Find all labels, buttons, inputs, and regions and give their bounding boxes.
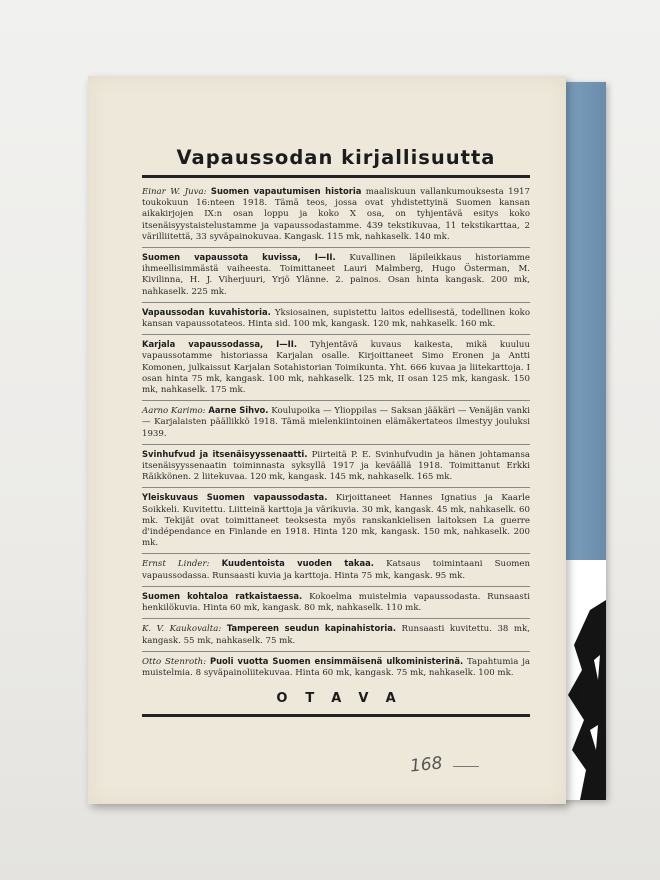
divider [142,400,530,401]
divider [142,247,530,248]
publisher-name: OTAVA [276,691,414,707]
list-item: Ernst Linder: Kuudentoista vuoden takaa. Katsaus toimintaani Suomen vapaussodassa. Runsaasti kuvia ja karttoja. Hinta 75 mk, kangask. 95 mk. [142,558,531,581]
divider [142,444,530,445]
page-title: Vapaussodan kirjallisuutta [176,146,496,169]
list-item: Einar W. Juva: Suomen vapautumisen historia maaliskuun vallankumouksesta 1917 toukokuun 16:nteen 1918. Tämä teos, jossa ovat yhdistettyinä Suomen kansan aikakirjojen IX:n osan loppu ja koko X osa, on tyhjentävä esitys koko itsenäisyystaistelustamme ja vapaussodastamme. 439 tekstikuvaa, 11 tekstikarttaa, 2 värilliitettä, 33 syväpainokuvaa. Kangask. 115 mk, nahkaselk. 140 mk. [142,186,530,242]
divider [142,553,530,554]
pencil-price-note: 168 [409,753,444,777]
divider [142,651,530,652]
divider [142,302,530,303]
book-ad-content [142,146,530,717]
list-item: Karjala vapaussodassa, I—II. Tyhjentävä kuvaus kaikesta, mikä kuuluu vapaussotamme historiassa Karjalan osalle. Kirjoittaneet Simo Eronen ja Antti Komonen, julkaissut Karjalan Sotahistorian Toimikunta. Yht. 666 kuvaa ja liitekarttoja. I osan hinta 75 mk, kangask. 100 mk, nahkaselk. 125 mk, II osan 125 mk, kangask. 150 mk, nahkaselk. 175 mk. [142,339,530,396]
divider [142,618,530,619]
list-item: Svinhufvud ja itsenäisyyssenaatti. Piirteitä P. E. Svinhufvudin ja hänen johtamansa itsenäisyyssenaatin toiminnasta syksyllä 1917 ja keväällä 1918. Toimittanut Erkki Räikkönen. 2 liitekuvaa. 120 mk, kangask. 145 mk, nahkaselk. 165 mk. [142,448,530,483]
list-item: Suomen kohtaloa ratkaistaessa. Kokoelma muistelmia vapaussodasta. Runsaasti henkilökuvia. Hinta 60 mk, kangask. 80 mk, nahkaselk. 110 mk. [142,590,530,614]
divider [142,487,530,488]
divider [142,586,530,587]
back-cover [88,76,566,804]
list-item: Yleiskuvaus Suomen vapaussodasta. Kirjoittaneet Hannes Ignatius ja Kaarle Soikkeli. Kuvitettu. Liitteinä karttoja ja värikuvia. 30 mk, kangask. 45 mk, nahkaselk. 60 mk. Tekijät ovat toimittaneet teoksesta myös ranskankielisen laitoksen La guerre d'indépendance en Finlande en 1918. Hinta 120 mk, kangask. 150 mk, nahkaselk. 200 mk. [142,492,530,549]
title-rule [142,175,530,178]
spine-ink-pattern [560,600,606,800]
pencil-dash [453,766,479,767]
list-item: Suomen vapaussota kuvissa, I—II. Kuvallinen läpileikkaus historiamme ihmeellisimmästä vaiheesta. Toimittaneet Lauri Malmberg, Hugo Österman, M. Kivilinna, H. J. Viherjuuri, Yrjö Ylänne. 2. painos. Osan hinta kangask. 200 mk, nahkaselk. 225 mk. [142,252,530,297]
list-item: Vapaussodan kuvahistoria. Yksiosainen, supistettu laitos edellisestä, todellinen koko kansan vapaussotateos. Hinta sid. 100 mk, kangask. 120 mk, nahkaselk. 160 mk. [142,306,530,330]
list-item: Aarno Karimo: Aarne Sihvo. Koulupoika — Ylioppilas — Saksan jääkäri — Venäjän vanki — Karjalaisten päällikkö 1918. Tämä mielenkiintoinen elämäkertateos ilmestyy jouluksi 1939. [142,405,530,439]
list-item: Otto Stenroth: Puoli vuotta Suomen ensimmäisenä ulkoministerinä. Tapahtumia ja muistelmia. 8 syväpainoliitekuvaa. Hinta 60 mk, kangask. 75 mk, nahkaselk. 100 mk. [142,655,530,678]
divider [142,334,530,335]
bottom-rule [142,714,530,717]
list-item: K. V. Kaukovalta: Tampereen seudun kapinahistoria. Runsaasti kuvitettu. 38 mk, kangask. 55 mk, nahkaselk. 75 mk. [142,623,530,646]
